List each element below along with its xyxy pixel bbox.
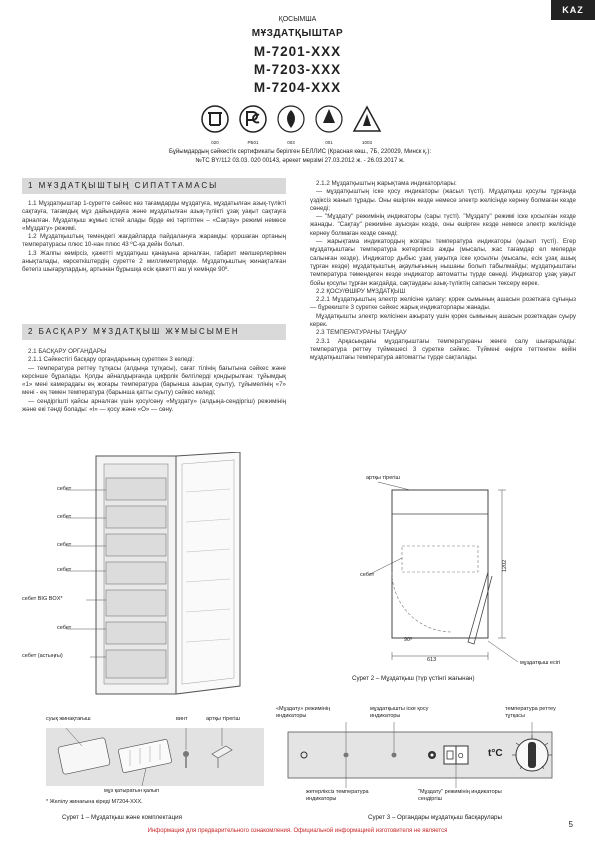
fig2-dim-width: 613 bbox=[427, 657, 437, 663]
leaf-mark-1-icon bbox=[276, 104, 306, 134]
figure-2-caption: Сурет 2 – Мұздатқыш (түр үстінгі жағынан) bbox=[352, 675, 475, 682]
fig2-label-basket: себет bbox=[360, 572, 375, 578]
fig2-dim-height: 1202 bbox=[502, 559, 508, 572]
right-column-body bbox=[310, 180, 576, 363]
figure-3-caption: Сурет 3 – Органдары мұздатқыш басқарулары bbox=[368, 814, 502, 821]
paragraph: 2.2.1 Мұздатқыштың электр желісіне қалағу: қорек сымының ашасын розеткаға сұғыңыз — бұрекиште 3 суретке сәйкес жарық индикаторлары жанады. bbox=[310, 296, 576, 312]
subheading: 2.1 БАСҚАРУ ОРГАНДАРЫ bbox=[28, 348, 107, 355]
acc-label-ice-tray: мұз қатыратын қалып bbox=[104, 788, 160, 794]
paragraph: Мұздатқышты электр желісінен ажырату үшін қорек сымының ашасын розеткадан суыру керек. bbox=[310, 312, 576, 329]
figure-1-caption: Сурет 1 – Мұздатқыш және комплектация bbox=[62, 814, 182, 821]
control-panel-drawing bbox=[276, 722, 576, 788]
subheading: 2.2 ҚОСУ/ӨШІРУ МҰЗДАТҚЫШ bbox=[316, 287, 406, 295]
paragraph: — жарықтама индикатордың жоғары температура индикаторы (қызыл түсті). Егер мұздатқыштағы температура жетерліксіз ажды (мысалы, жас тағамдар ел мелерде салынған кезде). Индикатор дыбыс ұзақ уақытқа іске қосылғы (мысалы, есік ұзақ ашық тұрған кезде) мұздатқыштың ақаулығының нышаны болып табылмайды; мұздатқыштағы температура төмендеген кезде индикатор автоматты түрде сөнеді. Индикатор ұзақ уақыт бойы қосулы тұрған жағдайда, сақтаудағы азық-түліктің сапасын тексеру керек. bbox=[310, 238, 576, 287]
supplement-label: ҚОСЫМША bbox=[278, 16, 317, 23]
paragraph: 2.1.1 Сәйкестігі басқару органдарының суретпен 3 келеді: bbox=[28, 356, 195, 364]
paragraph: 2.3.1 Арқасындағы мұздатқыштағы температураны жөнге салу шығарылады: температура реттеу түймешесі 3 суретке сәйкес. Түймені өңірге теттенген кейін мұздатқыштағы температура автоматты түрде сақталады. bbox=[310, 337, 576, 362]
fig2-angle: 90º bbox=[404, 637, 413, 643]
acc-label-cold-accumulator: суық жинақтағыш bbox=[46, 716, 91, 722]
certificate-line-2: №ТС BY/112 03.03. 020 00143, әрекет мерзімі 27.03.2012 ж. - 26.03.2017 ж. bbox=[195, 158, 405, 164]
safety-triangle-icon bbox=[352, 104, 382, 134]
fig1-label-bottom-basket: себет (астыңғы) bbox=[22, 653, 63, 659]
disclaimer-footer: Информация для предварительного ознакомления. Официальной информацией изготовителя не является bbox=[147, 828, 448, 834]
temp-symbol: t°C bbox=[488, 748, 503, 759]
model-line-3: М-7204-ХХХ bbox=[253, 80, 342, 95]
fig3-label-temp-alarm: жетерліксіз температура индикаторы bbox=[306, 789, 369, 802]
acc-label-rear-spacer: артқы тірегіш bbox=[206, 716, 240, 722]
certificate-line-1: Бұйымдардың сәйкестік сертификаты берілген БЕЛЛИС (Красная көш., 7Б, 220029, Минск қ.): bbox=[168, 149, 432, 155]
language-tab: KAZ bbox=[551, 0, 595, 20]
cert-code: 003 bbox=[287, 140, 295, 145]
paragraph: 2.1.2 Мұздатқыштың жарықтама индикаторлары: bbox=[316, 180, 457, 187]
cert-code: 020 bbox=[211, 140, 219, 145]
rst-mark-icon bbox=[238, 104, 268, 134]
fig2-label-door: мұздатқыш есігі bbox=[520, 660, 561, 666]
section-1-heading: 1 МҰЗДАТҚЫШТЫҢ СИПАТТАМАСЫ bbox=[22, 178, 286, 194]
footnote: * Желілу жинағына кіреді М7204-ХХХ. bbox=[46, 799, 143, 805]
fig3-label-freeze-indicator: «Мұздату» режимінің индикаторы bbox=[276, 706, 331, 719]
cert-code: 001 bbox=[325, 140, 333, 145]
top-view-drawing bbox=[350, 476, 560, 672]
acc-label-screw: винт bbox=[176, 716, 188, 722]
document-title: МҰЗДАТҚЫШТАР bbox=[251, 28, 344, 39]
fig1-label-basket: себет bbox=[57, 486, 72, 492]
page-number: 5 bbox=[568, 820, 573, 829]
paragraph: 1.3 Жалпы көмірсіз, қажетті мұздатқыш қанауына арналған, габарит мөлшерлерімен анықталады, көрсеткіштердің суретте 2 миллиметрлерде. Мұздатқыштың жинақталған бетегіз шығарулардың, артынан бұрышқа есік қажетті аш уі кемінде 90º. bbox=[22, 249, 286, 274]
cert-code: 1003 bbox=[361, 140, 372, 145]
section-2-body bbox=[22, 348, 286, 414]
paragraph: — температура реттеу тұтқасы (алдыңа тұтқасы), сағат тілінің бағытына сәйкес және керсінше бұралады. Қолды айналдырғанда цифрлік белгілерді қондырылған: тұйымдық «1» мені камерадағы ең жоғары температура (барынша азырақ суыту), тұйымелінің «7» мені - ең төмен температура (барынша қатты суыту) сәйкес келеді; bbox=[22, 364, 286, 397]
section-2-heading: 2 БАСҚАРУ МҰЗДАТҚЫШ ЖҰМЫСЫМЕН bbox=[22, 324, 286, 340]
leaf-mark-2-icon bbox=[314, 104, 344, 134]
paragraph: — сендіргішті қайсы арналған үшін қосу/сөну «Мұздату» (алдыңа-сендіргіш) режимінің және екі тәнді болады: «I» — қосу және «O» — сөну. bbox=[22, 397, 286, 414]
paragraph: 1.1 Мұздатқыштар 1-суретте сәйкес көз тағамдарды мұздатуға, мұздатылған азық-түлікті сақтауға, тағамдық мұз дайындауға және мұздатылған азық-түлікті ұзақ уақыт сақтауға арналған. Мұздатқыш жұмыс істей алады бірде екі тәртіптен – «Сақтау» режимі немесе «Мұздату» режимі. bbox=[22, 200, 286, 232]
paragraph: — мұздатқыштың іске қосу индикаторы (жасыл түсті). Мұздатқыш қосулы тұрғанда үздіксіз жанып тұрады. Оны өшірген кезде немесе электр желісінде кернеу болмаған кезде сөнеді; bbox=[310, 188, 576, 212]
accessories-drawing bbox=[46, 728, 264, 786]
model-line-1: М-7201-ХХХ bbox=[253, 44, 342, 59]
figure-1-leader-lines bbox=[22, 452, 122, 698]
fig1-label-basket: себет bbox=[57, 542, 72, 548]
fig1-label-bigbox: себет BIG BOX* bbox=[22, 596, 63, 602]
cert-code: РБ01 bbox=[247, 140, 259, 145]
fig3-label-power-indicator: мұздатқышты іске қосу индикаторы bbox=[370, 706, 429, 719]
svg-text:O: O bbox=[458, 753, 464, 760]
fig1-label-basket: себет bbox=[57, 567, 72, 573]
cert-mark-icon bbox=[200, 104, 230, 134]
fig3-label-freeze-switch: "Мұздату" режимінің индикаторы сендіргіш bbox=[418, 789, 502, 802]
subheading: 2.3 ТЕМПЕРАТУРАНЫ ТАҢДАУ bbox=[316, 329, 407, 337]
fig1-label-basket: себет bbox=[57, 514, 72, 520]
fig2-label-rear-spacer: артқы тірегіш bbox=[366, 475, 400, 481]
paragraph: 1.2 Мұздатқыштың темендегі жағдайларда пайдалануға жарамды: қоршаған ортаның температурасы плюс 10-нан плюс 43 ºС-қа дейін болып. bbox=[22, 233, 286, 249]
section-1-body bbox=[22, 200, 286, 275]
model-line-2: М-7203-ХХХ bbox=[253, 62, 342, 77]
fig3-label-temp-knob: температура реттеу тұтқасы bbox=[505, 706, 556, 719]
fig1-label-basket: себет bbox=[57, 625, 72, 631]
paragraph: — "Мұздату" режимінің индикаторы (сары түсті). "Мұздату" режимі іске қосылған кезде жанады. "Сақтау" режиміне ауысқан кезде, оны өшірген кезде немесе электр желісінде кернеу болмаған кезде сөнеді; bbox=[310, 213, 576, 237]
